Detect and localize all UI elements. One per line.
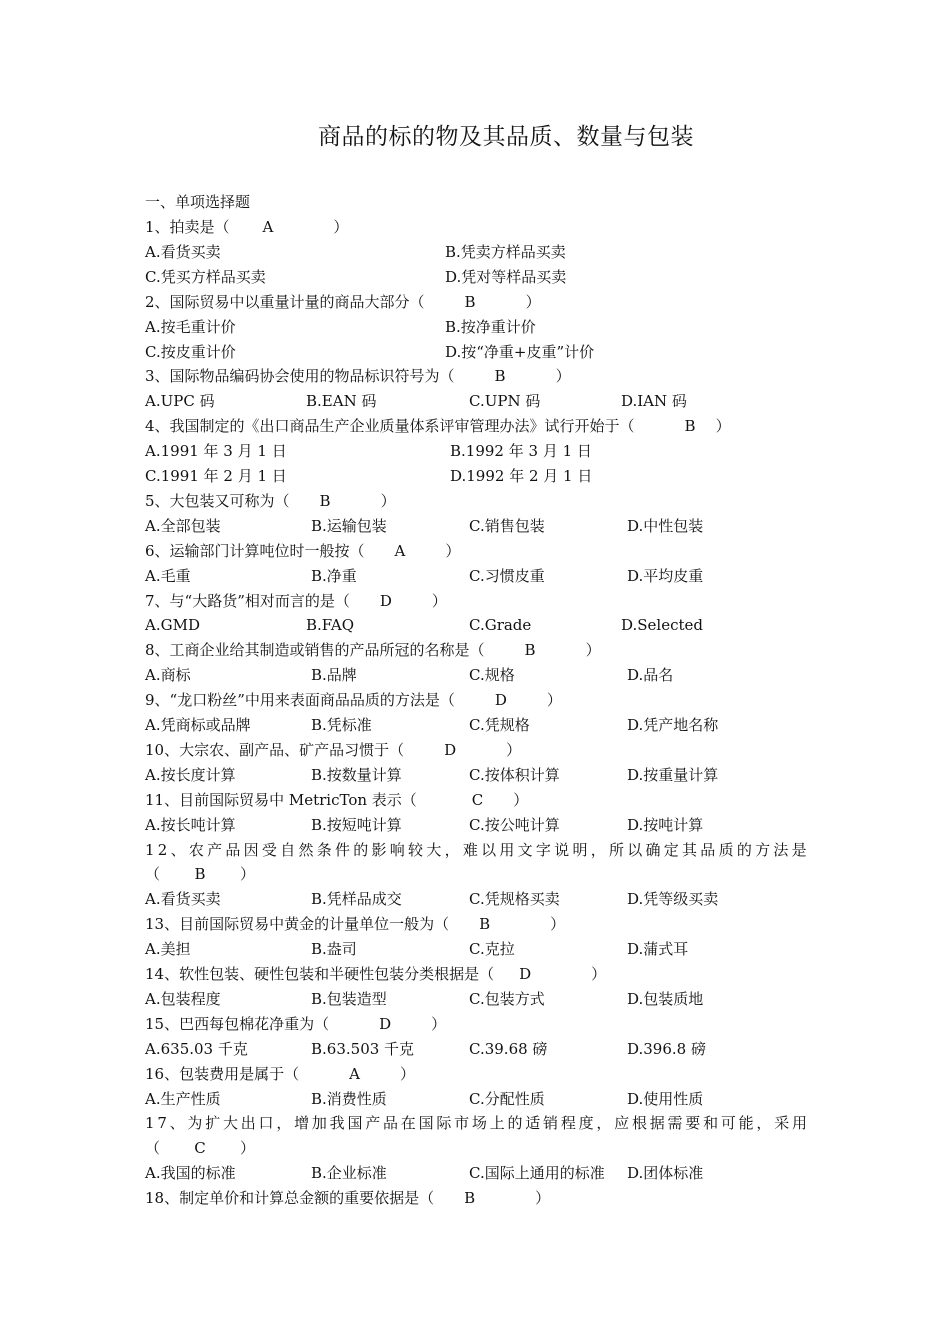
question-stem-8 bbox=[145, 640, 601, 660]
stem-char: 品 bbox=[383, 1114, 399, 1133]
stem-char: 际 bbox=[436, 1114, 452, 1133]
question-stem-6 bbox=[145, 541, 460, 561]
option-2-d: D.按“净重+皮重”计价 bbox=[445, 342, 595, 361]
stem-char: 明 bbox=[572, 840, 588, 859]
option-7-a: A.GMD bbox=[145, 616, 200, 635]
answer-letter: D bbox=[379, 591, 392, 610]
option-5-b: B.运输包装 bbox=[311, 516, 387, 535]
answer-letter: B bbox=[524, 641, 536, 660]
option-6-d: D.平均皮重 bbox=[627, 566, 704, 585]
stem-char: 国 bbox=[418, 1114, 434, 1133]
option-14-a: A.包装程度 bbox=[145, 989, 221, 1008]
stem-char: 需 bbox=[667, 1114, 683, 1133]
answer-close-paren: ） bbox=[585, 641, 601, 660]
answer-close-paren: ） bbox=[546, 691, 562, 710]
option-3-a: A.UPC 码 bbox=[145, 392, 215, 411]
option-12-b: B.凭样品成交 bbox=[311, 890, 402, 909]
answer-letter: C bbox=[194, 1139, 206, 1158]
stem-char: 加 bbox=[311, 1114, 327, 1133]
question-text: 14、软性包装、硬性包装和半硬性包装分类根据是（ bbox=[145, 965, 495, 983]
question-stem-13 bbox=[145, 914, 565, 934]
answer-close-paren: ） bbox=[431, 1014, 447, 1033]
stem-char: ， bbox=[590, 840, 606, 859]
stem-char: 场 bbox=[471, 1114, 487, 1133]
answer-close-paren: ） bbox=[591, 965, 607, 983]
answer-close-paren: ） bbox=[513, 790, 529, 809]
option-5-a: A.全部包装 bbox=[145, 516, 221, 535]
question-stem-2 bbox=[145, 292, 541, 312]
question-text: 4、我国制定的《出口商品生产企业质量体系评审管理办法》试行开始于（ bbox=[145, 417, 635, 436]
option-16-d: D.使用性质 bbox=[627, 1089, 704, 1108]
option-16-b: B.消费性质 bbox=[311, 1089, 387, 1108]
question-text: 6、运输部门计算吨位时一般按（ bbox=[145, 541, 365, 560]
question-stem-10 bbox=[145, 740, 521, 760]
stem-char: 1 bbox=[145, 840, 155, 859]
answer-close-paren: ） bbox=[380, 491, 396, 510]
option-14-b: B.包装造型 bbox=[311, 989, 387, 1008]
stem-char: 增 bbox=[294, 1114, 310, 1133]
answer-letter: C bbox=[471, 790, 484, 809]
option-3-d: D.IAN 码 bbox=[621, 392, 687, 411]
option-11-b: B.按短吨计算 bbox=[311, 815, 402, 834]
stem-char: 出 bbox=[240, 1114, 256, 1133]
stem-char: 响 bbox=[389, 840, 405, 859]
question-text: 3、国际物品编码协会使用的物品标识符号为（ bbox=[145, 367, 455, 386]
option-17-a: A.我国的标准 bbox=[145, 1164, 236, 1183]
option-4-a: A.1991 年 3 月 1 日 bbox=[145, 442, 287, 461]
stem-char: 要 bbox=[685, 1114, 701, 1133]
answer-close-paren: ） bbox=[555, 367, 571, 386]
option-15-c: C.39.68 磅 bbox=[469, 1039, 548, 1058]
stem-char: ， bbox=[756, 1114, 772, 1133]
question-text: 10、大宗农、副产品、矿产品习惯于（ bbox=[145, 740, 405, 759]
question-stem-17 bbox=[145, 1113, 807, 1133]
option-13-c: C.克拉 bbox=[469, 940, 515, 959]
stem-char: 7 bbox=[157, 1114, 167, 1133]
answer-close-paren: ） bbox=[445, 541, 461, 560]
answer-letter: A bbox=[394, 541, 406, 560]
stem-char: 能 bbox=[738, 1114, 754, 1133]
option-2-a: A.按毛重计价 bbox=[145, 317, 236, 336]
stem-char: 程 bbox=[560, 1114, 576, 1133]
question-stem-16 bbox=[145, 1064, 415, 1084]
option-9-a: A.凭商标或品牌 bbox=[145, 716, 251, 734]
option-12-a: A.看货买卖 bbox=[145, 890, 221, 909]
stem-char: 销 bbox=[543, 1114, 559, 1133]
option-3-b: B.EAN 码 bbox=[306, 392, 377, 411]
question-text: 5、大包装又可称为（ bbox=[145, 491, 290, 510]
stem-char: 用 bbox=[499, 840, 515, 859]
stem-char: 质 bbox=[718, 840, 734, 859]
option-10-a: A.按长度计算 bbox=[145, 765, 236, 784]
option-9-d: D.凭产地名称 bbox=[627, 716, 719, 734]
option-8-a: A.商标 bbox=[145, 666, 191, 685]
stem-char: 确 bbox=[645, 840, 661, 859]
stem-char: 受 bbox=[261, 840, 277, 859]
answer-close-paren: ） bbox=[240, 865, 256, 884]
option-5-c: C.销售包装 bbox=[469, 516, 545, 535]
stem-char: 为 bbox=[187, 1114, 203, 1133]
question-text: 11、目前国际贸易中 MetricTon 表示（ bbox=[145, 790, 417, 809]
stem-char: 采 bbox=[774, 1114, 790, 1133]
stem-char: 品 bbox=[700, 840, 716, 859]
stem-char: 定 bbox=[663, 840, 679, 859]
question-stem-9 bbox=[145, 690, 562, 710]
question-stem-7 bbox=[145, 591, 447, 611]
option-7-b: B.FAQ bbox=[306, 616, 355, 635]
answer-close-paren: ） bbox=[535, 1189, 551, 1208]
option-6-c: C.习惯皮重 bbox=[469, 566, 545, 585]
stem-char: ， bbox=[444, 840, 460, 859]
option-12-d: D.凭等级买卖 bbox=[627, 890, 719, 909]
stem-char: 度 bbox=[578, 1114, 594, 1133]
option-17-d: D.团体标准 bbox=[627, 1164, 704, 1183]
answer-letter: B bbox=[464, 1189, 476, 1208]
option-11-a: A.按长吨计算 bbox=[145, 815, 236, 834]
stem-char: 影 bbox=[371, 840, 387, 859]
answer-open-paren: （ bbox=[145, 1139, 161, 1158]
answer-letter: D bbox=[494, 691, 507, 710]
option-3-c: C.UPN 码 bbox=[469, 392, 541, 411]
option-17-c: C.国际上通用的标准 bbox=[469, 1164, 605, 1183]
stem-char: 口 bbox=[258, 1114, 274, 1133]
question-stem-14 bbox=[145, 964, 606, 984]
option-15-b: B.63.503 千克 bbox=[311, 1039, 415, 1058]
answer-open-paren: （ bbox=[145, 865, 161, 884]
option-9-c: C.凭规格 bbox=[469, 716, 530, 734]
stem-char: 方 bbox=[755, 840, 771, 859]
option-6-a: A.毛重 bbox=[145, 566, 191, 585]
option-13-d: D.蒲式耳 bbox=[627, 940, 689, 959]
question-stem-11 bbox=[145, 790, 528, 810]
option-1-c: C.凭买方样品买卖 bbox=[145, 267, 266, 286]
option-2-b: B.按净重计价 bbox=[445, 317, 536, 336]
option-14-d: D.包装质地 bbox=[627, 989, 704, 1008]
option-16-c: C.分配性质 bbox=[469, 1089, 545, 1108]
answer-close-paren: ） bbox=[506, 740, 522, 759]
document-title: 商品的标的物及其品质、数量与包装 bbox=[318, 124, 694, 150]
stem-char: 自 bbox=[280, 840, 296, 859]
stem-char: ， bbox=[596, 1114, 612, 1133]
answer-letter: A bbox=[262, 218, 274, 236]
answer-close-paren: ） bbox=[715, 417, 731, 436]
option-14-c: C.包装方式 bbox=[469, 989, 545, 1008]
question-text: 1、拍卖是（ bbox=[145, 218, 230, 236]
option-17-b: B.企业标准 bbox=[311, 1164, 387, 1183]
question-stem-15 bbox=[145, 1014, 446, 1034]
question-text: 18、制定单价和计算总金额的重要依据是（ bbox=[145, 1189, 435, 1208]
option-10-d: D.按重量计算 bbox=[627, 765, 719, 784]
option-15-d: D.396.8 磅 bbox=[627, 1039, 706, 1058]
answer-letter: B bbox=[494, 367, 506, 386]
question-answer-line-12 bbox=[145, 864, 255, 884]
answer-letter: B bbox=[464, 292, 476, 311]
stem-char: 大 bbox=[426, 840, 442, 859]
answer-letter: D bbox=[379, 1014, 392, 1033]
question-text: 7、与“大路货”相对而言的是（ bbox=[145, 591, 350, 610]
question-text: 2、国际贸易中以重量计量的商品大部分（ bbox=[145, 292, 425, 311]
stem-char: 扩 bbox=[205, 1114, 221, 1133]
stem-char: 件 bbox=[334, 840, 350, 859]
option-1-b: B.凭卖方样品买卖 bbox=[445, 242, 566, 261]
stem-char: 、 bbox=[170, 840, 186, 859]
option-4-c: C.1991 年 2 月 1 日 bbox=[145, 467, 287, 485]
stem-char: 产 bbox=[365, 1114, 381, 1133]
stem-char: 国 bbox=[347, 1114, 363, 1133]
option-12-c: C.凭规格买卖 bbox=[469, 890, 560, 909]
option-9-b: B.凭标准 bbox=[311, 716, 372, 734]
stem-char: 应 bbox=[614, 1114, 630, 1133]
question-text: 15、巴西每包棉花净重为（ bbox=[145, 1014, 330, 1033]
answer-close-paren: ） bbox=[240, 1139, 256, 1158]
question-stem-4 bbox=[145, 416, 731, 436]
option-10-c: C.按体积计算 bbox=[469, 765, 560, 784]
option-1-d: D.凭对等样品买卖 bbox=[445, 267, 567, 286]
stem-char: 较 bbox=[408, 840, 424, 859]
option-15-a: A.635.03 千克 bbox=[145, 1039, 248, 1058]
option-13-b: B.盎司 bbox=[311, 940, 357, 959]
option-5-d: D.中性包装 bbox=[627, 516, 704, 535]
stem-char: 品 bbox=[225, 840, 241, 859]
stem-char: 的 bbox=[507, 1114, 523, 1133]
stem-char: 所 bbox=[608, 840, 624, 859]
option-13-a: A.美担 bbox=[145, 940, 191, 959]
stem-char: 和 bbox=[703, 1114, 719, 1133]
answer-close-paren: ） bbox=[333, 218, 349, 236]
stem-char: 的 bbox=[736, 840, 752, 859]
stem-char: 据 bbox=[649, 1114, 665, 1133]
stem-char: 以 bbox=[627, 840, 643, 859]
stem-char: 、 bbox=[169, 1114, 185, 1133]
stem-char: 农 bbox=[188, 840, 204, 859]
question-answer-line-17 bbox=[145, 1138, 255, 1158]
answer-letter: D bbox=[444, 740, 457, 759]
answer-close-paren: ） bbox=[399, 1064, 415, 1083]
stem-char: 然 bbox=[298, 840, 314, 859]
option-8-b: B.品牌 bbox=[311, 666, 357, 685]
answer-letter: B bbox=[479, 915, 491, 934]
answer-close-paren: ） bbox=[525, 292, 541, 311]
option-16-a: A.生产性质 bbox=[145, 1089, 221, 1108]
stem-char: 上 bbox=[489, 1114, 505, 1133]
option-7-c: C.Grade bbox=[469, 616, 532, 635]
option-4-b: B.1992 年 3 月 1 日 bbox=[450, 442, 592, 461]
stem-char: 大 bbox=[222, 1114, 238, 1133]
stem-char: 产 bbox=[207, 840, 223, 859]
stem-char: 说 bbox=[554, 840, 570, 859]
option-10-b: B.按数量计算 bbox=[311, 765, 402, 784]
stem-char: 我 bbox=[329, 1114, 345, 1133]
question-text: 13、目前国际贸易中黄金的计量单位一般为（ bbox=[145, 915, 450, 934]
stem-char: ， bbox=[276, 1114, 292, 1133]
stem-char: 市 bbox=[454, 1114, 470, 1133]
question-stem-1 bbox=[145, 217, 348, 237]
stem-char: 法 bbox=[773, 840, 789, 859]
stem-char: 其 bbox=[682, 840, 698, 859]
question-text: 9、“龙口粉丝”中用来表面商品品质的方法是（ bbox=[145, 691, 455, 710]
answer-close-paren: ） bbox=[550, 915, 566, 934]
answer-letter: B bbox=[319, 491, 331, 510]
answer-letter: D bbox=[519, 965, 532, 983]
option-2-c: C.按皮重计价 bbox=[145, 342, 236, 361]
answer-letter: A bbox=[349, 1064, 360, 1083]
question-stem-3 bbox=[145, 366, 571, 386]
section-heading: 一、单项选择题 bbox=[145, 193, 251, 211]
option-6-b: B.净重 bbox=[311, 566, 357, 585]
stem-char: 根 bbox=[631, 1114, 647, 1133]
stem-char: 2 bbox=[157, 840, 168, 859]
stem-char: 可 bbox=[720, 1114, 736, 1133]
option-7-d: D.Selected bbox=[621, 616, 703, 635]
option-1-a: A.看货买卖 bbox=[145, 242, 221, 261]
stem-char: 1 bbox=[145, 1114, 155, 1133]
question-stem-18 bbox=[145, 1188, 550, 1208]
option-8-d: D.品名 bbox=[627, 666, 674, 685]
question-stem-5 bbox=[145, 491, 396, 511]
stem-char: 以 bbox=[481, 840, 497, 859]
question-text: 8、工商企业给其制造或销售的产品所冠的名称是（ bbox=[145, 641, 485, 660]
stem-char: 难 bbox=[462, 840, 478, 859]
answer-letter: B bbox=[194, 865, 206, 884]
stem-char: 在 bbox=[400, 1114, 416, 1133]
stem-char: 条 bbox=[316, 840, 332, 859]
option-11-d: D.按吨计算 bbox=[627, 815, 704, 834]
stem-char: 因 bbox=[243, 840, 259, 859]
question-text: 16、包装费用是属于（ bbox=[145, 1064, 300, 1083]
question-stem-12 bbox=[145, 840, 807, 860]
answer-letter: B bbox=[684, 417, 696, 436]
stem-char: 是 bbox=[791, 840, 807, 859]
option-4-d: D.1992 年 2 月 1 日 bbox=[450, 467, 593, 485]
stem-char: 文 bbox=[517, 840, 533, 859]
option-11-c: C.按公吨计算 bbox=[469, 815, 560, 834]
stem-char: 的 bbox=[353, 840, 369, 859]
option-8-c: C.规格 bbox=[469, 666, 515, 685]
stem-char: 适 bbox=[525, 1114, 541, 1133]
stem-char: 字 bbox=[535, 840, 551, 859]
stem-char: 用 bbox=[791, 1114, 807, 1133]
answer-close-paren: ） bbox=[431, 591, 447, 610]
